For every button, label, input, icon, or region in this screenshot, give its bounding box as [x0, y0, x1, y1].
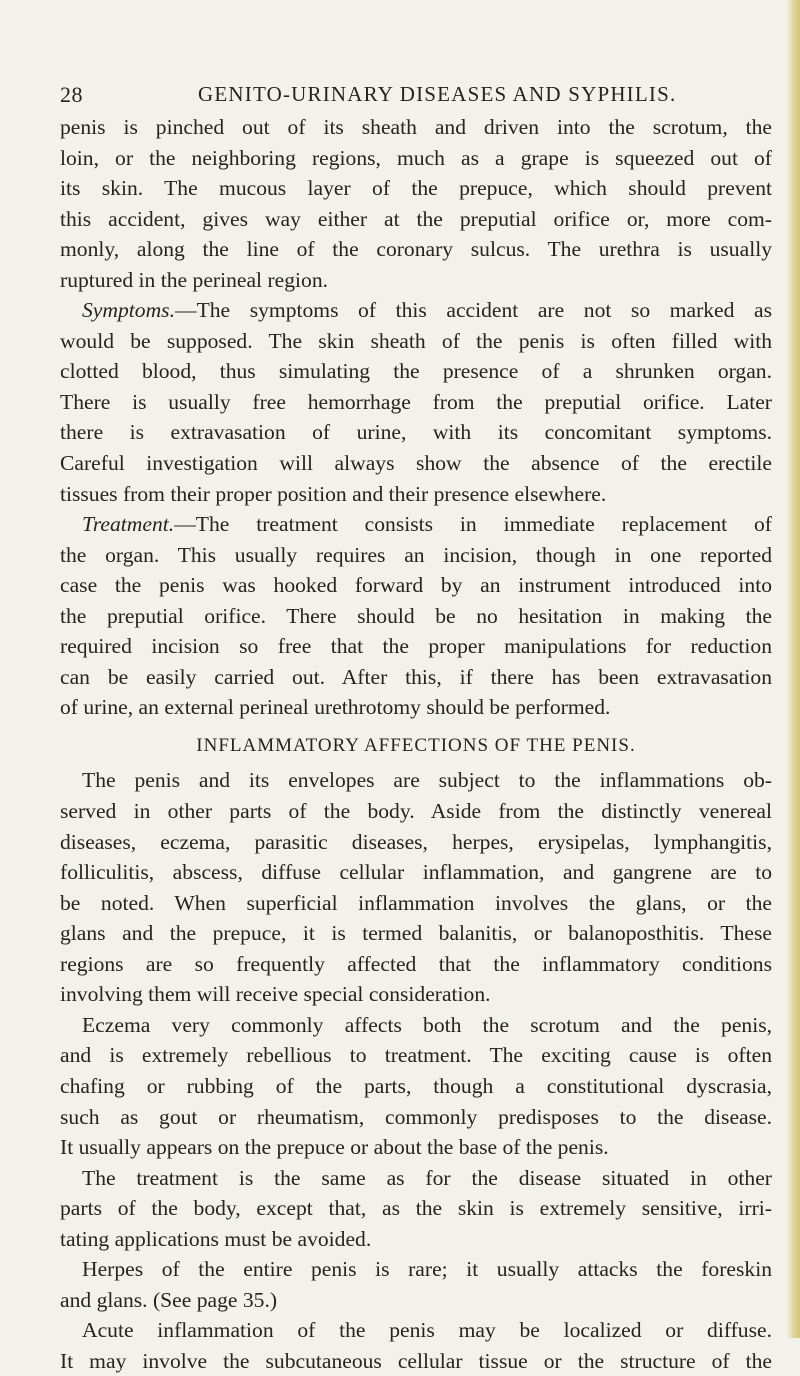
text-line: can be easily carried out. After this, if there has been extravasation — [60, 664, 772, 689]
text-line: tating applications must be avoided. — [60, 1226, 372, 1251]
text-line: penis is pinched out of its sheath and driven into the scrotum, the — [60, 115, 772, 139]
text-line: would be supposed. The skin sheath of the penis is often filled with — [60, 328, 772, 353]
text-line: case the penis was hooked forward by an instrument introduced into — [60, 573, 772, 598]
text-line: glans and the prepuce, it is termed balanitis, or balanoposthitis. These — [60, 921, 772, 946]
text-line: Careful investigation will always show the absence of the erectile — [60, 451, 772, 476]
symptoms-label: Symptoms. — [82, 298, 175, 323]
treatment-first-line — [60, 509, 772, 540]
text-line: served in other parts of the body. Aside from the distinctly venereal — [60, 799, 772, 824]
page-edge — [786, 0, 800, 1338]
text-line: there is extravasation of urine, with its concomitant symptoms. — [60, 420, 772, 445]
text-line: loin, or the neighboring regions, much as a grape is squeezed out of — [60, 145, 772, 170]
page-header — [60, 82, 760, 110]
text-line: involving them will receive special consideration. — [60, 982, 491, 1007]
text-line: the preputial orifice. There should be no hesitation in making the — [60, 603, 772, 628]
text-line: the organ. This usually requires an incision, though in one reported — [60, 542, 772, 567]
text-line: required incision so free that the proper manipulations for reduction — [60, 634, 772, 659]
text-line: this accident, gives way either at the preputial orifice or, more com- — [60, 206, 772, 231]
text-line: monly, along the line of the coronary sulcus. The urethra is usually — [60, 237, 772, 262]
treatment-line1-text: —The treatment consists in immediate replacement of — [174, 512, 772, 537]
text-line: tissues from their proper position and their presence elsewhere. — [60, 481, 607, 506]
text-line: of urine, an external perineal urethrotomy should be performed. — [60, 695, 611, 720]
text-line: parts of the body, except that, as the skin is extremely sensitive, irri- — [60, 1196, 772, 1221]
body-text — [60, 112, 772, 1376]
text-line: and is extremely rebellious to treatment. The exciting cause is often — [60, 1043, 772, 1068]
text-line: be noted. When superficial inflammation involves the glans, or the — [60, 890, 772, 915]
page-number: 28 — [60, 82, 83, 107]
paragraph-first-line: Eczema very commonly affects both the scrotum and the penis, — [82, 1012, 772, 1037]
paragraph-first-line: The penis and its envelopes are subject to the inflammations ob- — [82, 768, 772, 793]
text-line: its skin. The mucous layer of the prepuce, which should prevent — [60, 176, 772, 201]
text-line: There is usually free hemorrhage from the preputial orifice. Later — [60, 389, 772, 414]
text-line: regions are so frequently affected that the inflammatory conditions — [60, 951, 772, 976]
section-heading: INFLAMMATORY AFFECTIONS OF THE PENIS. — [196, 734, 636, 756]
symptoms-line1-text: —The symptoms of this accident are not so marked as — [174, 298, 772, 323]
text-line: It may involve the subcutaneous cellular tissue or the structure of the — [60, 1348, 772, 1373]
text-line: clotted blood, thus simulating the presence of a shrunken organ. — [60, 359, 772, 384]
text-line: diseases, eczema, parasitic diseases, herpes, erysipelas, lymphangitis, — [60, 829, 772, 854]
text-line: ruptured in the perineal region. — [60, 267, 329, 292]
treatment-label: Treatment. — [82, 512, 175, 537]
text-line: and glans. (See page 35.) — [60, 1287, 278, 1312]
running-head: GENITO-URINARY DISEASES AND SYPHILIS. — [198, 82, 677, 106]
text-line: It usually appears on the prepuce or about the base of the penis. — [60, 1135, 609, 1160]
paragraph-first-line: Acute inflammation of the penis may be localized or diffuse. — [82, 1318, 772, 1343]
symptoms-first-line — [60, 295, 772, 326]
text-line: chafing or rubbing of the parts, though a constitutional dyscrasia, — [60, 1073, 772, 1098]
paragraph-first-line: The treatment is the same as for the disease situated in other — [82, 1165, 772, 1190]
paragraph-first-line: Herpes of the entire penis is rare; it usually attacks the foreskin — [82, 1257, 772, 1282]
text-line: folliculitis, abscess, diffuse cellular inflammation, and gangrene are to — [60, 860, 772, 885]
text-line: such as gout or rheumatism, commonly predisposes to the disease. — [60, 1104, 772, 1129]
